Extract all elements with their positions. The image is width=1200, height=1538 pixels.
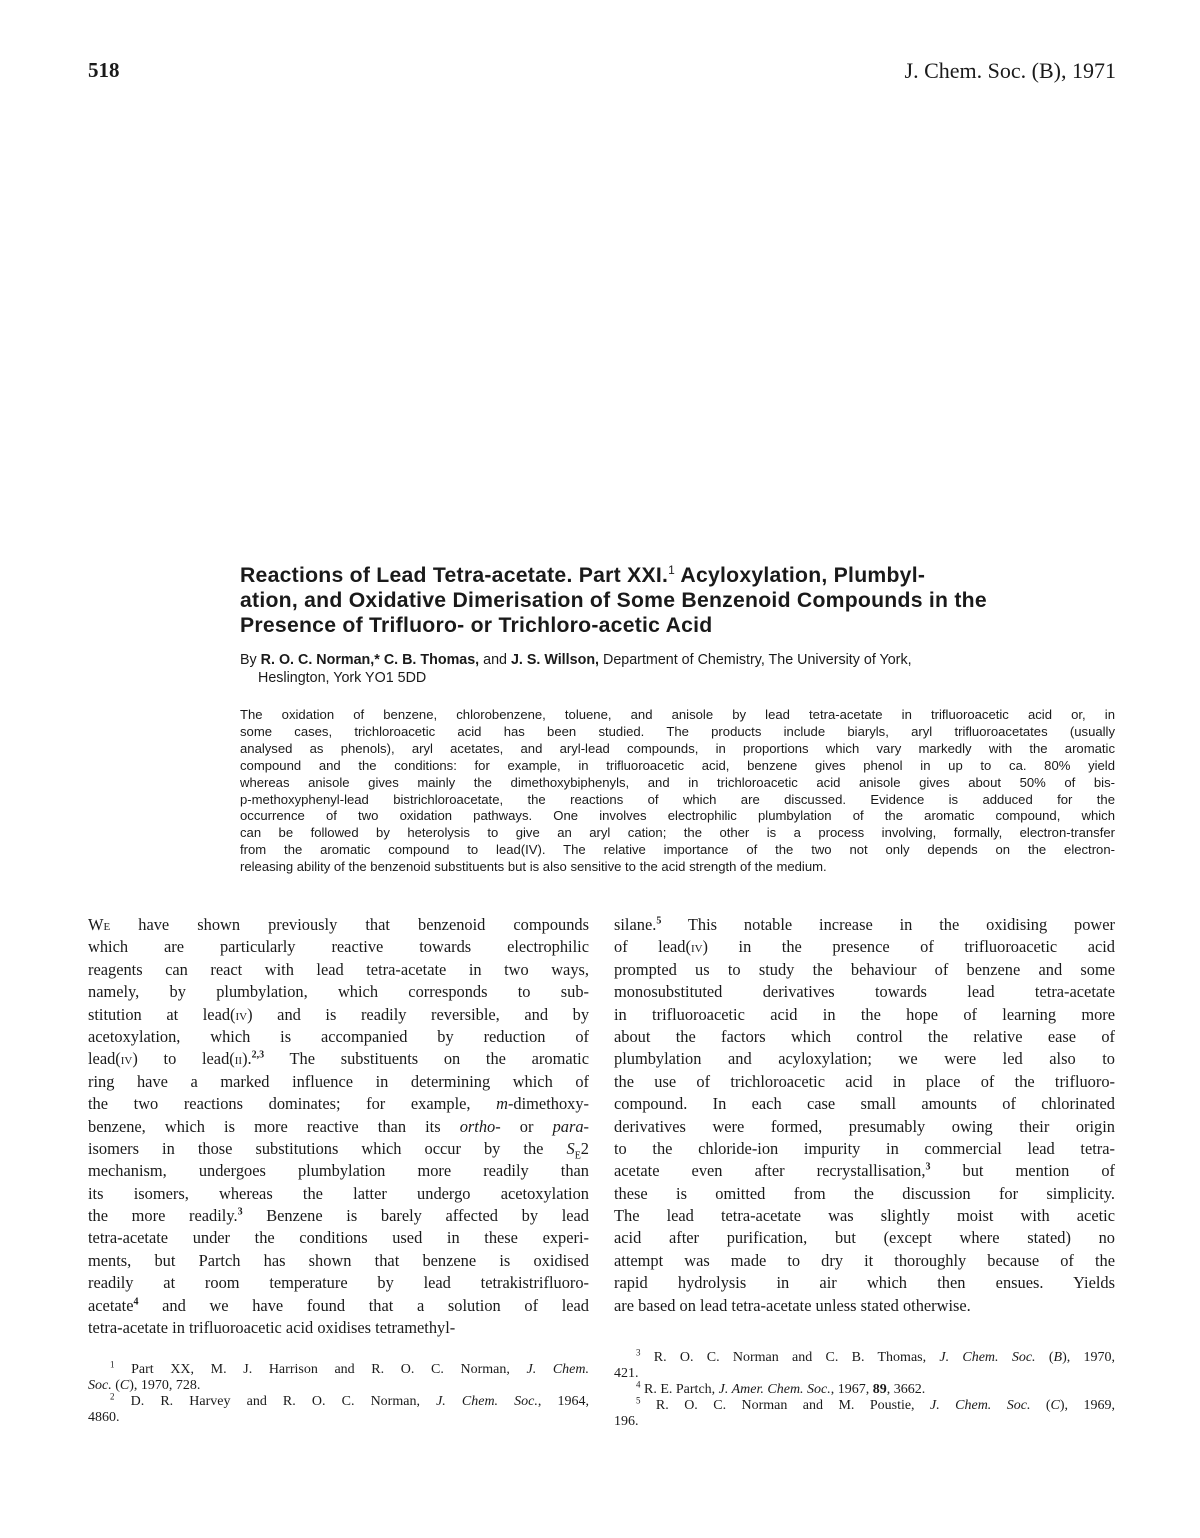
body-line: ring have a marked influence in determining which of (88, 1071, 589, 1091)
body-line: of lead(iv) in the presence of trifluoroacetic acid (614, 937, 1115, 957)
body-line: acid after purification, but (except where stated) no (614, 1228, 1115, 1248)
body-line: which are particularly reactive towards electrophilic (88, 937, 589, 957)
body-line: compound. In each case small amounts of chlorinated (614, 1094, 1115, 1114)
address: Heslington, York YO1 5DD (258, 670, 427, 686)
body-column-right (614, 914, 1115, 1317)
footnotes-left (88, 1359, 590, 1426)
body-line: rapid hydrolysis in air which then ensues. Yields (614, 1273, 1115, 1293)
abstract-line: some cases, trichloroacetic acid has been studied. The products include biaryls, aryl trifluoroacetates (usually (240, 723, 1115, 739)
title-ref: 1 (668, 563, 676, 577)
body-line: to the chloride-ion impurity in commercial lead tetra- (614, 1138, 1115, 1158)
body-column-left (88, 914, 589, 1339)
abstract-line: p-methoxyphenyl-lead bistrichloroacetate, the reactions of which are discussed. Evidence is adduced for the (240, 791, 1115, 807)
footnote-5-cont: 196. (614, 1414, 639, 1429)
body-line: prompted us to study the behaviour of benzene and some (614, 959, 1115, 979)
footnote-3: $^3$ R. O. C. Norman and C. B. Thomas, J. Chem. Soc. (B), 1970, (636, 1347, 1116, 1365)
footnote-1: $^1$ Part XX, M. J. Harrison and R. O. C. Norman, J. Chem. (110, 1359, 589, 1377)
body-line: derivatives were formed, presumably owing their origin (614, 1116, 1115, 1136)
body-line: lead(iv) to lead(ii).$^{2,3}$ The substituents on the aromatic (88, 1049, 589, 1069)
footnote-2-cont: 4860. (88, 1410, 120, 1425)
citation-ref: 2,3 (251, 1049, 265, 1061)
title-line: ation, and Oxidative Dimerisation of Some Benzenoid Compounds in the (240, 589, 987, 613)
body-line: tetra-acetate in trifluoroacetic acid oxidises tetramethyl- (88, 1318, 456, 1338)
citation-ref: 5 (656, 915, 662, 927)
author-thomas: C. B. Thomas, (383, 652, 480, 668)
citation-ref: 3 (925, 1161, 931, 1173)
journal-header: J. Chem. Soc. (B), 1971 (904, 58, 1116, 83)
body-line: The lead tetra-acetate was slightly moist with acetic (614, 1206, 1115, 1226)
author-willson: J. S. Willson, (510, 652, 600, 668)
body-line: the two reactions dominates; for example, m-dimethoxy- (88, 1094, 589, 1114)
page-number: 518 (88, 58, 120, 82)
body-line: the use of trichloroacetic acid in place of the trifluoro- (614, 1071, 1115, 1091)
affiliation: Department of Chemistry, The University of York, (599, 652, 912, 668)
abstract (240, 707, 1115, 876)
body-line: ments, but Partch has shown that benzene is oxidised (88, 1250, 589, 1270)
body-line: silane.$^5$ This notable increase in the oxidising power (614, 915, 1115, 934)
abstract-line: analysed as phenols), aryl acetates, and aryl-lead compounds, in proportions which vary markedly with the aromatic (240, 740, 1115, 756)
title-line: Presence of Trifluoro- or Trichloro-acetic Acid (240, 614, 713, 638)
byline: By R. O. C. Norman,* C. B. Thomas, and J. S. Willson, Department of Chemistry, The University of York, Heslington, York YO1 5DD (240, 651, 1120, 687)
abstract-line: can be followed by heterolysis to give an aryl cation; the other is a process involving, formally, electron-transfer (240, 825, 1115, 841)
citation-ref: 4 (133, 1296, 139, 1308)
body-line: tetra-acetate under the conditions used in these experi- (88, 1228, 589, 1248)
footnote-3-cont: 421. (614, 1366, 639, 1381)
body-line: are based on lead tetra-acetate unless stated otherwise. (614, 1295, 971, 1315)
body-line: acetoxylation, which is accompanied by reduction of (88, 1026, 589, 1046)
abstract-line: whereas anisole gives mainly the dimethoxybiphenyls, and in trichloroacetic acid anisole gives about 50% of bis- (240, 774, 1115, 790)
footnote-2: $^2$ D. R. Harvey and R. O. C. Norman, J. Chem. Soc., 1964, (110, 1391, 590, 1409)
abstract-line: occurrence of two oxidation pathways. One involves electrophilic plumbylation of the aromatic compound, which (240, 808, 1115, 824)
body-line: namely, by plumbylation, which corresponds to sub- (88, 982, 589, 1002)
body-line: attempt was made to dry it thoroughly because of the (614, 1250, 1115, 1270)
footnote-1-cont: Soc. (C), 1970, 728. (88, 1378, 201, 1393)
body-line: readily at room temperature by lead tetrakistrifluoro- (88, 1273, 589, 1293)
abstract-line: from the aromatic compound to lead(IV). The relative importance of the two not only depends on the electron- (240, 842, 1115, 858)
abstract-line: compound and the conditions: for example, in trifluoroacetic acid, benzene gives phenol in up to ca. 80% yield (240, 757, 1115, 773)
body-line: acetate$^4$ and we have found that a solution of lead (88, 1295, 589, 1315)
body-line: We have shown previously that benzenoid compounds (88, 915, 589, 934)
body-line: monosubstituted derivatives towards lead tetra-acetate (614, 982, 1115, 1002)
body-line: stitution at lead(iv) and is readily reversible, and by (88, 1004, 590, 1024)
footnote-4: $^4$ R. E. Partch, J. Amer. Chem. Soc., 1967, 89, 3662. (636, 1379, 926, 1397)
body-line: isomers in those substitutions which occur by the $S_E2$ (88, 1138, 589, 1162)
body-line: reagents can react with lead tetra-acetate in two ways, (88, 959, 589, 979)
title-line: Reactions of Lead Tetra-acetate. Part XXI.$^1$ Acyloxylation, Plumbyl- (240, 563, 926, 588)
body-line: these is omitted from the discussion for simplicity. (614, 1183, 1115, 1203)
author-norman: R. O. C. Norman,* (260, 652, 380, 668)
citation-ref: 3 (237, 1206, 243, 1218)
body-line: about the factors which control the relative ease of (614, 1026, 1115, 1046)
body-line: its isomers, whereas the latter undergo acetoxylation (88, 1183, 589, 1203)
abstract-line: The oxidation of benzene, chlorobenzene, toluene, and anisole by lead tetra-acetate in trifluoroacetic acid or, in (240, 707, 1115, 722)
abstract-line: releasing ability of the benzenoid substituents but is also sensitive to the acid strength of the medium. (240, 859, 827, 875)
footnotes-right (614, 1347, 1116, 1430)
body-line: plumbylation and acyloxylation; we were led also to (614, 1049, 1115, 1069)
body-line: acetate even after recrystallisation,$^3$ but mention of (614, 1161, 1115, 1181)
body-line: in trifluoroacetic acid in the hope of learning more (614, 1004, 1115, 1024)
article-title (240, 558, 1120, 638)
body-line: benzene, which is more reactive than its ortho- or para- (88, 1116, 589, 1136)
footnote-5: $^5$ R. O. C. Norman and M. Poustie, J. Chem. Soc. (C), 1969, (636, 1395, 1115, 1413)
body-line: mechanism, undergoes plumbylation more readily than (88, 1161, 589, 1181)
body-line: the more readily.$^3$ Benzene is barely affected by lead (88, 1206, 589, 1226)
